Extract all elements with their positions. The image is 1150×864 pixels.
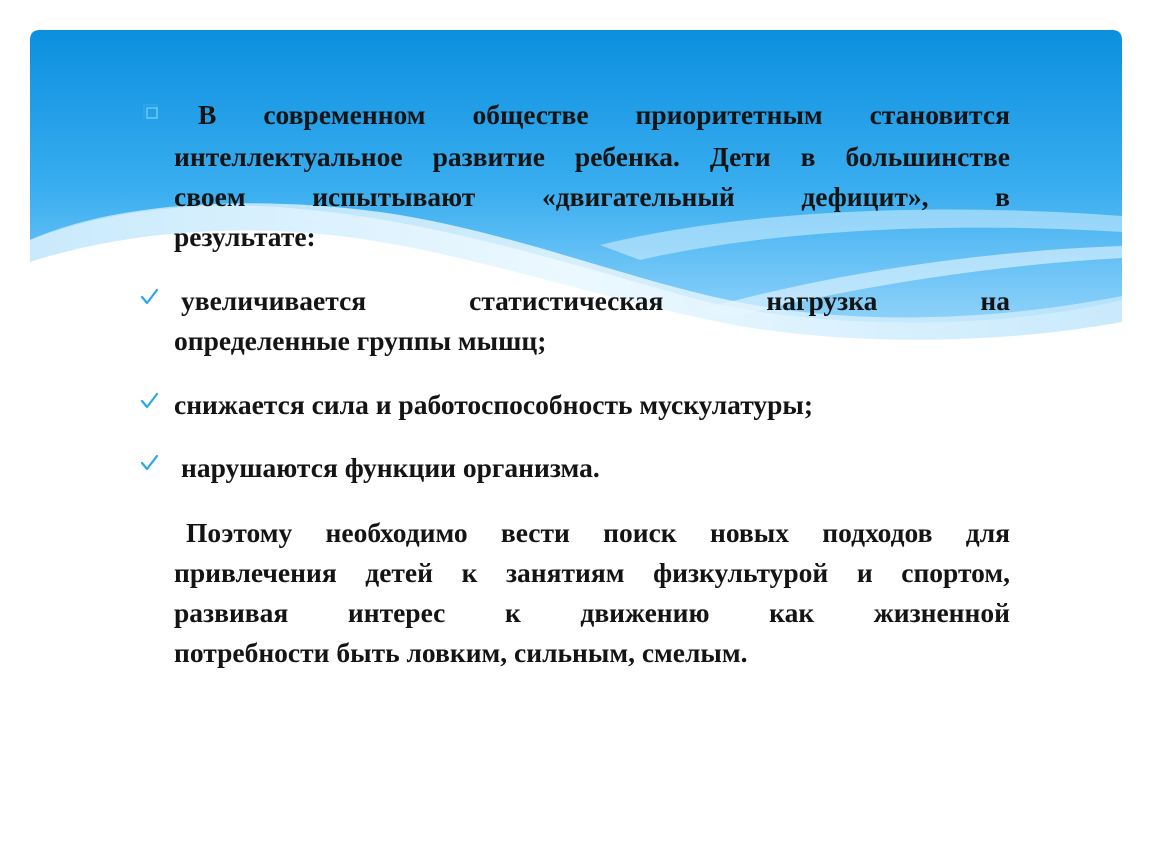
word: вести <box>500 517 570 548</box>
conclusion-line-4 <box>174 639 748 667</box>
word: занятиям <box>506 557 625 588</box>
word: испытывают <box>312 181 476 212</box>
word: нагрузка <box>766 285 878 316</box>
word: «двигательный <box>541 181 735 212</box>
word: интеллектуальное <box>174 141 403 172</box>
checkmark-icon <box>139 287 159 307</box>
word: своем <box>174 181 246 212</box>
word: интерес <box>347 597 446 628</box>
word: статистическая <box>469 285 664 316</box>
word: к <box>504 597 521 628</box>
word: в <box>995 181 1010 212</box>
word: как <box>769 597 815 628</box>
checkmark-icon <box>139 391 159 411</box>
conclusion-line-2 <box>174 559 1010 587</box>
word: большинстве <box>845 141 1010 172</box>
text: нарушаются функции организма. <box>181 452 600 483</box>
word: Поэтому <box>186 517 293 548</box>
square-bullet-icon <box>143 104 159 120</box>
word: в <box>800 141 816 172</box>
word: В <box>198 99 217 130</box>
consequence-1-line-1 <box>181 287 1010 315</box>
consequence-2-line-1 <box>174 391 813 419</box>
word: приоритетным <box>635 99 823 130</box>
word: поиск <box>603 517 677 548</box>
word: ребенка. <box>574 141 680 172</box>
word: новых <box>709 517 789 548</box>
word: Дети <box>709 141 771 172</box>
conclusion-line-1 <box>186 519 1010 547</box>
word: развивая <box>174 597 289 628</box>
word: дефицит», <box>801 181 929 212</box>
checkmark-icon <box>139 453 159 473</box>
word: подходов <box>822 517 933 548</box>
intro-line-3 <box>174 183 1010 211</box>
word: для <box>965 517 1010 548</box>
word: к <box>461 557 478 588</box>
consequence-3-line-1 <box>181 454 600 482</box>
word: результате: <box>174 221 316 252</box>
word: современном <box>263 99 426 130</box>
intro-line-1 <box>198 101 1010 129</box>
text: потребности быть ловким, сильным, смелым. <box>174 637 748 668</box>
word: привлечения <box>174 557 337 588</box>
word: развитие <box>432 141 545 172</box>
word: детей <box>365 557 433 588</box>
word: и <box>856 557 873 588</box>
word: становится <box>869 99 1010 130</box>
intro-line-2 <box>174 143 1010 171</box>
word: спортом, <box>901 557 1010 588</box>
text: снижается сила и работоспособность мускулатуры; <box>174 389 814 420</box>
word: необходимо <box>325 517 468 548</box>
word: физкультурой <box>653 557 829 588</box>
word: на <box>980 285 1010 316</box>
intro-line-4 <box>174 223 316 251</box>
conclusion-line-3 <box>174 599 1010 627</box>
word: движению <box>580 597 710 628</box>
word: обществе <box>472 99 589 130</box>
word: увеличивается <box>181 285 367 316</box>
consequence-1-line-2 <box>174 327 546 355</box>
word: жизненной <box>873 597 1010 628</box>
text: определенные группы мышц; <box>174 325 547 356</box>
